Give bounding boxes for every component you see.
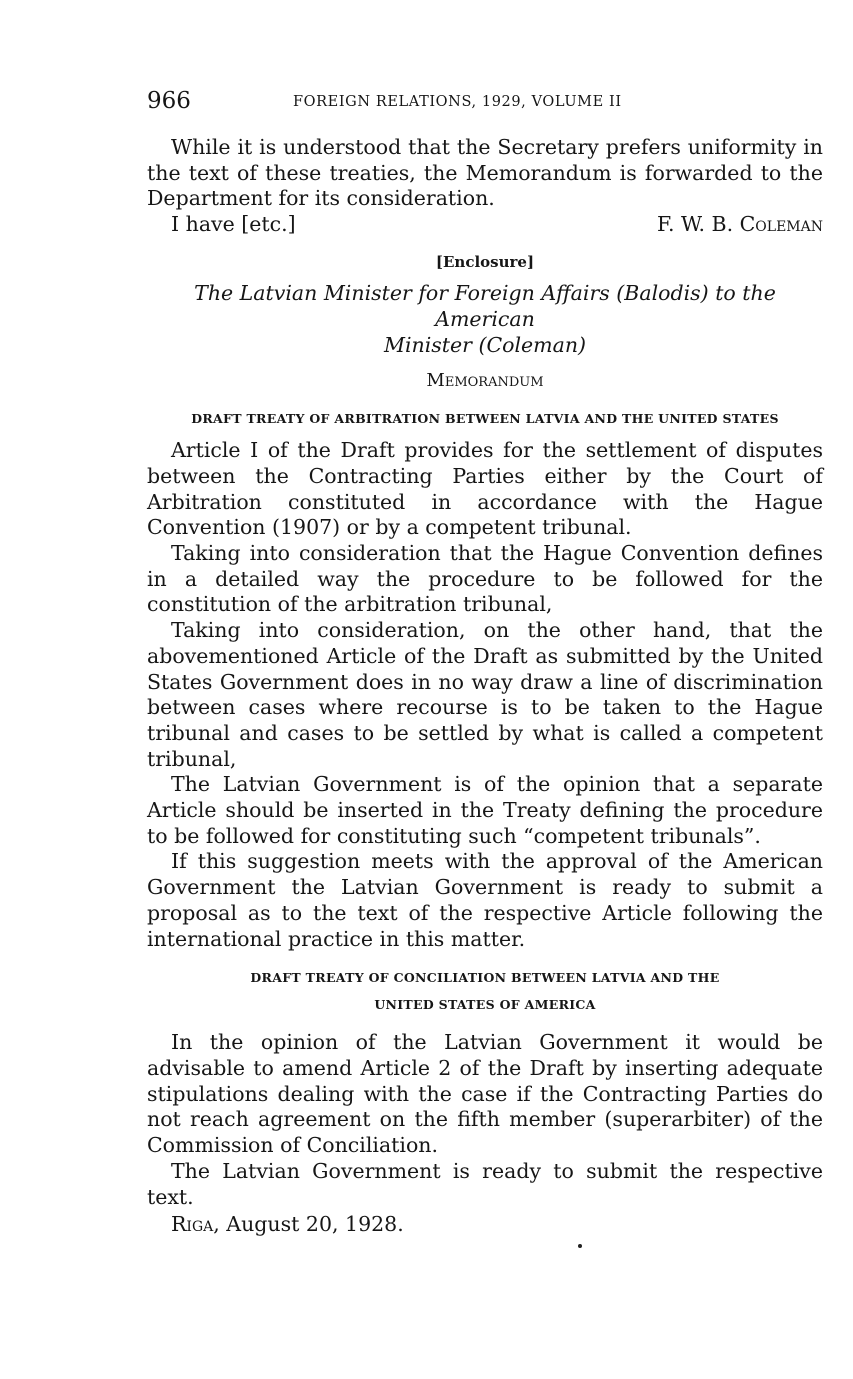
dateline: [147, 1212, 823, 1238]
ink-speck: [578, 1244, 582, 1248]
signature: F. W. B. Coleman: [656, 212, 823, 237]
signature-line: [147, 212, 823, 238]
arbitration-paragraph: Taking into consideration, on the other hand, that the abovementioned Article of the Draft as submitted by the United States Government does in no way draw a line of discrimination between cases where recourse is to be taken to the Hague tribunal and cases to be settled by what is called a competent tribunal,: [147, 618, 823, 771]
conciliation-paragraph: In the opinion of the Latvian Government it would be advisable to amend Article 2 of the Draft by inserting adequate stipulations dealing with the case if the Contracting Parties do not reach agreement on the fifth member (superarbiter) of the Commission of Conciliation.: [147, 1030, 823, 1158]
dateline-date: , August 20, 1928.: [213, 1212, 404, 1237]
enclosure-title-line2: Minister (Coleman): [383, 332, 587, 357]
arbitration-paragraph: Article I of the Draft provides for the settlement of disputes between the Contracting Parties either by the Court of Arbitration constituted in accordance with the Hague Convention (1907) or by a competent tribunal.: [147, 438, 823, 540]
enclosure-title-line1: The Latvian Minister for Foreign Affairs (Balodis) to the American: [194, 280, 776, 331]
arbitration-paragraph: Taking into consideration that the Hague Convention defines in a detailed way the procedure to be followed for the constitution of the arbitration tribunal,: [147, 541, 823, 617]
enclosure-title: [147, 280, 823, 358]
arbitration-treaty-heading: DRAFT TREATY OF ARBITRATION BETWEEN LATVIA AND THE UNITED STATES: [191, 411, 779, 427]
dateline-place: Riga: [171, 1212, 214, 1237]
enclosure-label: [Enclosure]: [435, 252, 535, 271]
conciliation-heading-line2: UNITED STATES OF AMERICA: [374, 997, 596, 1013]
letter-closing-paragraph: While it is understood that the Secretary prefers uniformity in the text of these treaties, the Memorandum is forwarded to the Department for its consideration.: [147, 135, 823, 211]
page-header: [147, 88, 823, 118]
page-body: [147, 135, 823, 1238]
salutation: I have [etc.]: [171, 212, 296, 237]
arbitration-paragraph: The Latvian Government is of the opinion that a separate Article should be inserted in the Treaty defining the procedure to be followed for constituting such “competent tribunals”.: [147, 772, 823, 848]
conciliation-paragraph: The Latvian Government is ready to submit the respective text.: [147, 1158, 823, 1209]
conciliation-heading-line1: DRAFT TREATY OF CONCILIATION BETWEEN LATVIA AND THE: [250, 970, 720, 986]
arbitration-paragraph: If this suggestion meets with the approval of the American Government the Latvian Government is ready to submit a proposal as to the text of the respective Article following the international practice in this matter.: [147, 849, 823, 951]
running-title: FOREIGN RELATIONS, 1929, VOLUME II: [293, 94, 622, 110]
memorandum-heading: Memorandum: [426, 369, 544, 391]
conciliation-treaty-heading: [205, 964, 765, 1018]
page-number: 966: [147, 88, 191, 114]
